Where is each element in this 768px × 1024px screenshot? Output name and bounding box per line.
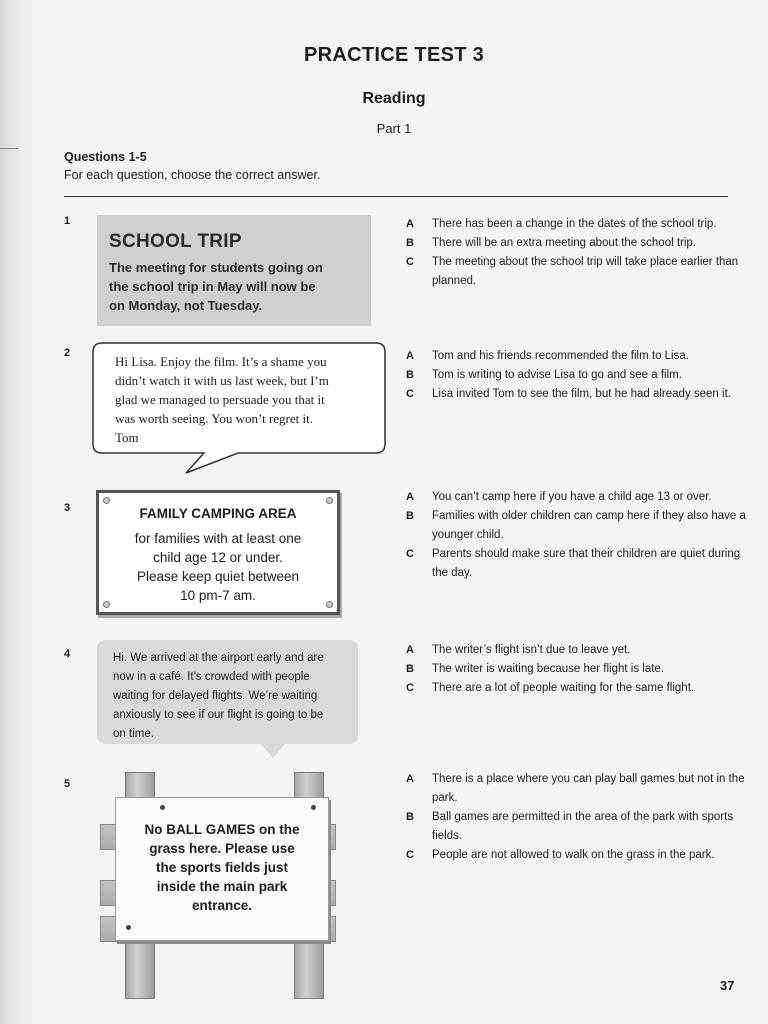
option-letter: A — [406, 773, 414, 785]
option-text: Tom and his friends recommended the film to Lisa. — [432, 350, 689, 362]
header-divider — [64, 196, 728, 197]
answer-option[interactable] — [406, 366, 746, 385]
option-text: Tom is writing to advise Lisa to go and see a film. — [432, 369, 682, 381]
page-number: 37 — [720, 978, 735, 993]
option-letter: B — [406, 510, 414, 522]
margin-mark — [0, 148, 18, 149]
message-line: waiting for delayed flights. We’re waiting — [113, 690, 318, 702]
option-text: Lisa invited Tom to see the film, but he had already seen it. — [432, 388, 731, 400]
option-text: The writer is waiting because her flight is late. — [432, 663, 665, 675]
option-letter: C — [406, 256, 414, 268]
answer-options — [406, 770, 746, 865]
answer-option[interactable] — [406, 385, 746, 404]
answer-option[interactable] — [406, 253, 746, 291]
message-line: on time. — [113, 728, 154, 740]
answer-option[interactable] — [406, 545, 746, 583]
message-line: Hi. We arrived at the airport early and are — [113, 652, 324, 664]
screw-icon — [326, 601, 333, 608]
answer-option[interactable] — [406, 808, 746, 846]
camping-sign — [96, 490, 340, 615]
option-letter: A — [406, 218, 414, 230]
answer-options — [406, 488, 746, 583]
option-text: People are not allowed to walk on the grass in the park. — [432, 849, 715, 861]
message-signature: Tom — [115, 430, 139, 445]
option-text: Ball games are permitted in the area of the park with sports fields. — [432, 811, 734, 842]
option-letter: B — [406, 369, 414, 381]
screw-icon — [326, 497, 333, 504]
pin-icon — [311, 805, 316, 810]
option-text: There will be an extra meeting about the school trip. — [432, 237, 697, 249]
answer-option[interactable] — [406, 660, 746, 679]
screw-icon — [103, 497, 110, 504]
answer-option[interactable] — [406, 641, 746, 660]
message-line: now in a café. It’s crowded with people — [113, 671, 310, 683]
pin-icon — [160, 805, 165, 810]
notice-line: The meeting for students going on — [109, 260, 323, 275]
text-message — [97, 640, 358, 744]
answer-option[interactable] — [406, 347, 746, 366]
message-text — [115, 352, 365, 447]
option-text: The writer’s flight isn’t due to leave yet. — [432, 644, 631, 656]
school-trip-notice — [97, 215, 371, 326]
instruction-text: For each question, choose the correct answer. — [64, 168, 321, 182]
notice-line: No BALL GAMES on the — [144, 822, 300, 837]
park-notice — [115, 797, 329, 941]
option-text: Families with older children can camp here if they also have a younger child. — [432, 510, 746, 541]
option-letter: B — [406, 663, 414, 675]
message-line: was worth seeing. You won’t regret it. — [115, 411, 313, 426]
message-line: Hi Lisa. Enjoy the film. It’s a shame you — [115, 354, 327, 369]
page-binding-shadow — [0, 0, 36, 1024]
notice-line: inside the main park — [156, 879, 288, 894]
page-title: PRACTICE TEST 3 — [303, 44, 485, 66]
sign-line: child age 12 or under. — [153, 550, 283, 565]
screw-icon — [103, 601, 110, 608]
question-number: 2 — [64, 347, 71, 359]
option-letter: B — [406, 237, 414, 249]
sign-title: FAMILY CAMPING AREA — [139, 506, 297, 521]
answer-options — [406, 347, 746, 404]
option-text: There is a place where you can play ball games but not in the park. — [432, 773, 745, 804]
answer-option[interactable] — [406, 679, 746, 698]
answer-option[interactable] — [406, 846, 746, 865]
notice-line: grass here. Please use — [149, 841, 295, 856]
answer-option[interactable] — [406, 488, 746, 507]
option-letter: B — [406, 811, 414, 823]
option-text: The meeting about the school trip will take place earlier than planned. — [432, 256, 739, 287]
message-line: anxiously to see if our flight is going to be — [113, 709, 324, 721]
option-letter: A — [406, 491, 414, 503]
message-line: glad we managed to persuade you that it — [115, 392, 325, 407]
sign-body — [99, 529, 337, 605]
message-line: didn’t watch it with us last week, but I’m — [115, 373, 329, 388]
sign-line: 10 pm-7 am. — [180, 588, 256, 603]
part-label: Part 1 — [376, 121, 412, 136]
question-number: 5 — [64, 778, 71, 790]
option-text: There are a lot of people waiting for the same flight. — [432, 682, 695, 694]
option-letter: C — [406, 849, 414, 861]
option-text: Parents should make sure that their children are quiet during the day. — [432, 548, 741, 579]
sign-line: for families with at least one — [134, 531, 302, 546]
notice-line: entrance. — [191, 898, 253, 913]
sign-line: Please keep quiet between — [136, 569, 300, 584]
question-number: 1 — [64, 215, 71, 227]
notice-line: on Monday, not Tuesday. — [109, 298, 263, 313]
option-letter: C — [406, 388, 414, 400]
notice-title: SCHOOL TRIP — [109, 231, 242, 252]
option-letter: C — [406, 682, 414, 694]
answer-options — [406, 641, 746, 698]
question-number: 3 — [64, 502, 71, 514]
pin-icon — [126, 925, 131, 930]
notice-body — [109, 258, 361, 315]
option-letter: C — [406, 548, 414, 560]
option-text: You can’t camp here if you have a child age 13 or over. — [432, 491, 712, 503]
question-number: 4 — [64, 648, 71, 660]
textbook-page — [36, 0, 768, 1024]
answer-options — [406, 215, 746, 291]
answer-option[interactable] — [406, 770, 746, 808]
answer-option[interactable] — [406, 215, 746, 234]
notice-line: the school trip in May will now be — [109, 279, 316, 294]
option-letter: A — [406, 644, 414, 656]
notice-line: the sports fields just — [155, 860, 289, 875]
questions-label: Questions 1-5 — [64, 150, 147, 164]
option-text: There has been a change in the dates of the school trip. — [432, 218, 717, 230]
answer-option[interactable] — [406, 507, 746, 545]
section-title: Reading — [362, 90, 426, 107]
option-letter: A — [406, 350, 414, 362]
answer-option[interactable] — [406, 234, 746, 253]
message-tail — [261, 744, 285, 758]
